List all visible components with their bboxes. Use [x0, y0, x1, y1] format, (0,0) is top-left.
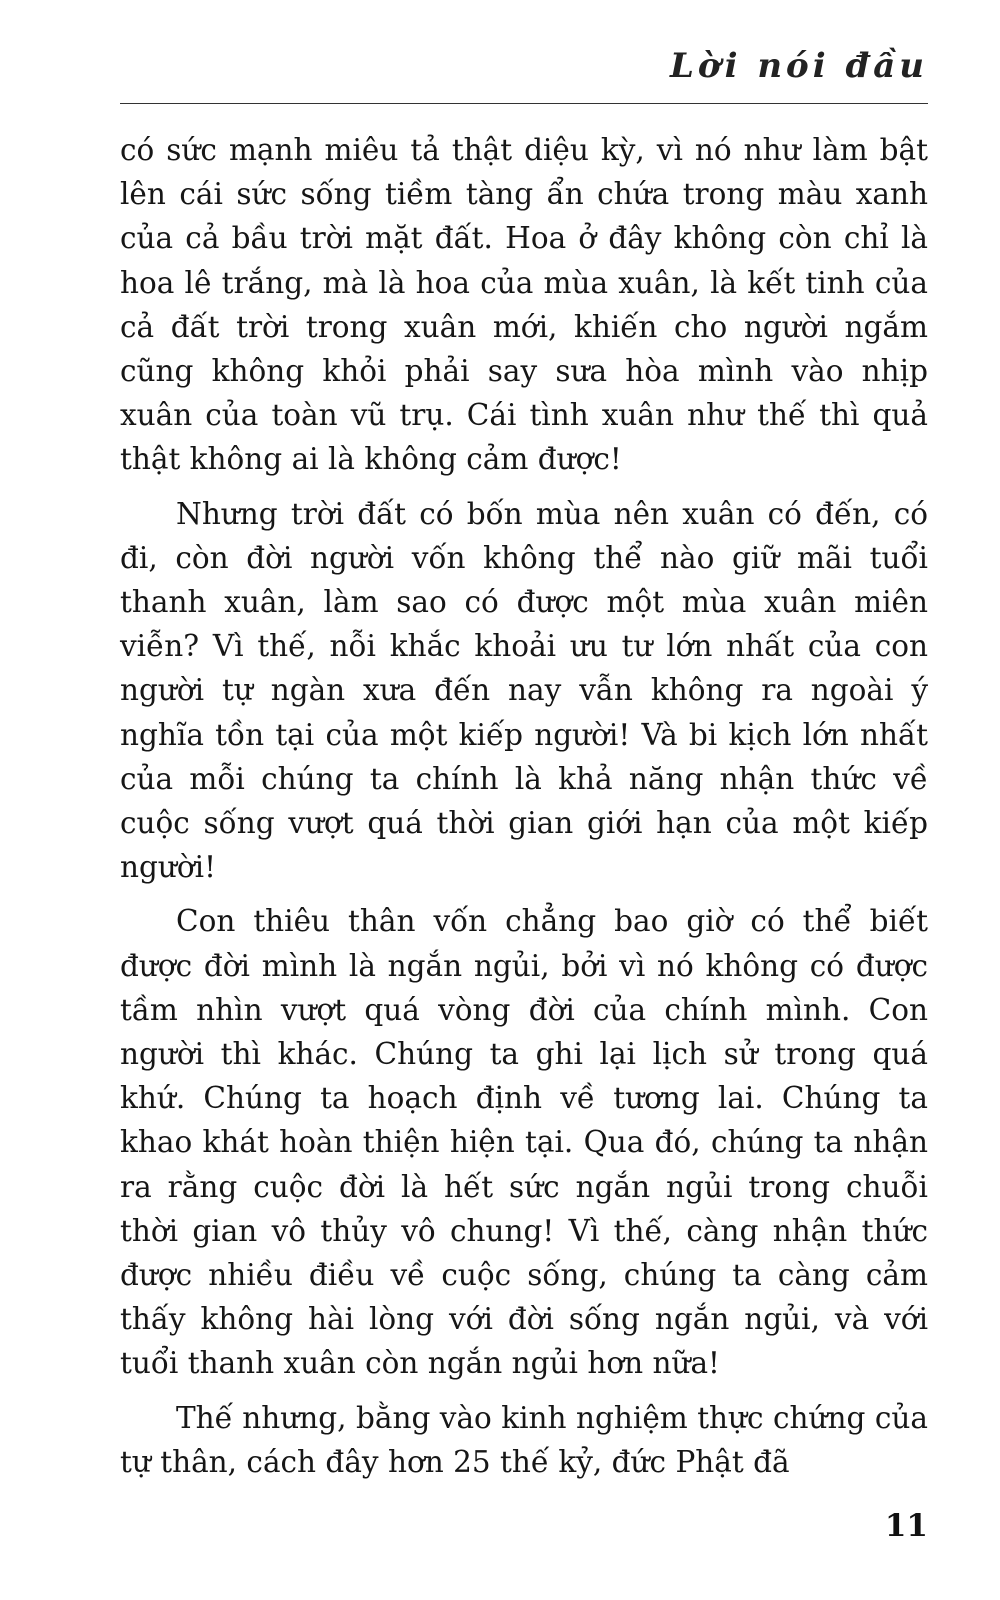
running-title: Lời nói đầu [669, 46, 928, 86]
paragraph: Thế nhưng, bằng vào kinh nghiệm thực chứng của tự thân, cách đây hơn 25 thế kỷ, đức Phật đã [120, 1400, 928, 1479]
page-number: 11 [884, 1508, 928, 1544]
paragraph-continued: có sức mạnh miêu tả thật diệu kỳ, vì nó như làm bật lên cái sức sống tiềm tàng ẩn chứa trong màu xanh của cả bầu trời mặt đất. Hoa ở đây không còn chỉ là hoa lê trắng, mà là hoa của mùa xuân, là kết tinh của cả đất trời trong xuân mới, khiến cho người ngắm cũng không khỏi phải say sưa hòa mình vào nhịp xuân của toàn vũ trụ. Cái tình xuân như thế thì quả thật không ai là không cảm được! [120, 133, 928, 477]
header-rule [120, 103, 928, 104]
paragraph: Nhưng trời đất có bốn mùa nên xuân có đến, có đi, còn đời người vốn không thể nào giữ mãi tuổi thanh xuân, làm sao có được một mùa xuân miên viễn? Vì thế, nỗi khắc khoải ưu tư lớn nhất của con người tự ngàn xưa đến nay vẫn không ra ngoài ý nghĩa tồn tại của một kiếp người! Và bi kịch lớn nhất của mỗi chúng ta chính là khả năng nhận thức về cuộc sống vượt quá thời gian giới hạn của một kiếp người! [120, 496, 928, 885]
body-text [120, 128, 928, 1484]
paragraph: Con thiêu thân vốn chẳng bao giờ có thể biết được đời mình là ngắn ngủi, bởi vì nó không có được tầm nhìn vượt quá vòng đời của chính mình. Con người thì khác. Chúng ta ghi lại lịch sử trong quá khứ. Chúng ta hoạch định về tương lai. Chúng ta khao khát hoàn thiện hiện tại. Qua đó, chúng ta nhận ra rằng cuộc đời là hết sức ngắn ngủi trong chuỗi thời gian vô thủy vô chung! Vì thế, càng nhận thức được nhiều điều về cuộc sống, chúng ta càng cảm thấy không hài lòng với đời sống ngắn ngủi, và với tuổi thanh xuân còn ngắn ngủi hơn nữa! [120, 904, 928, 1381]
